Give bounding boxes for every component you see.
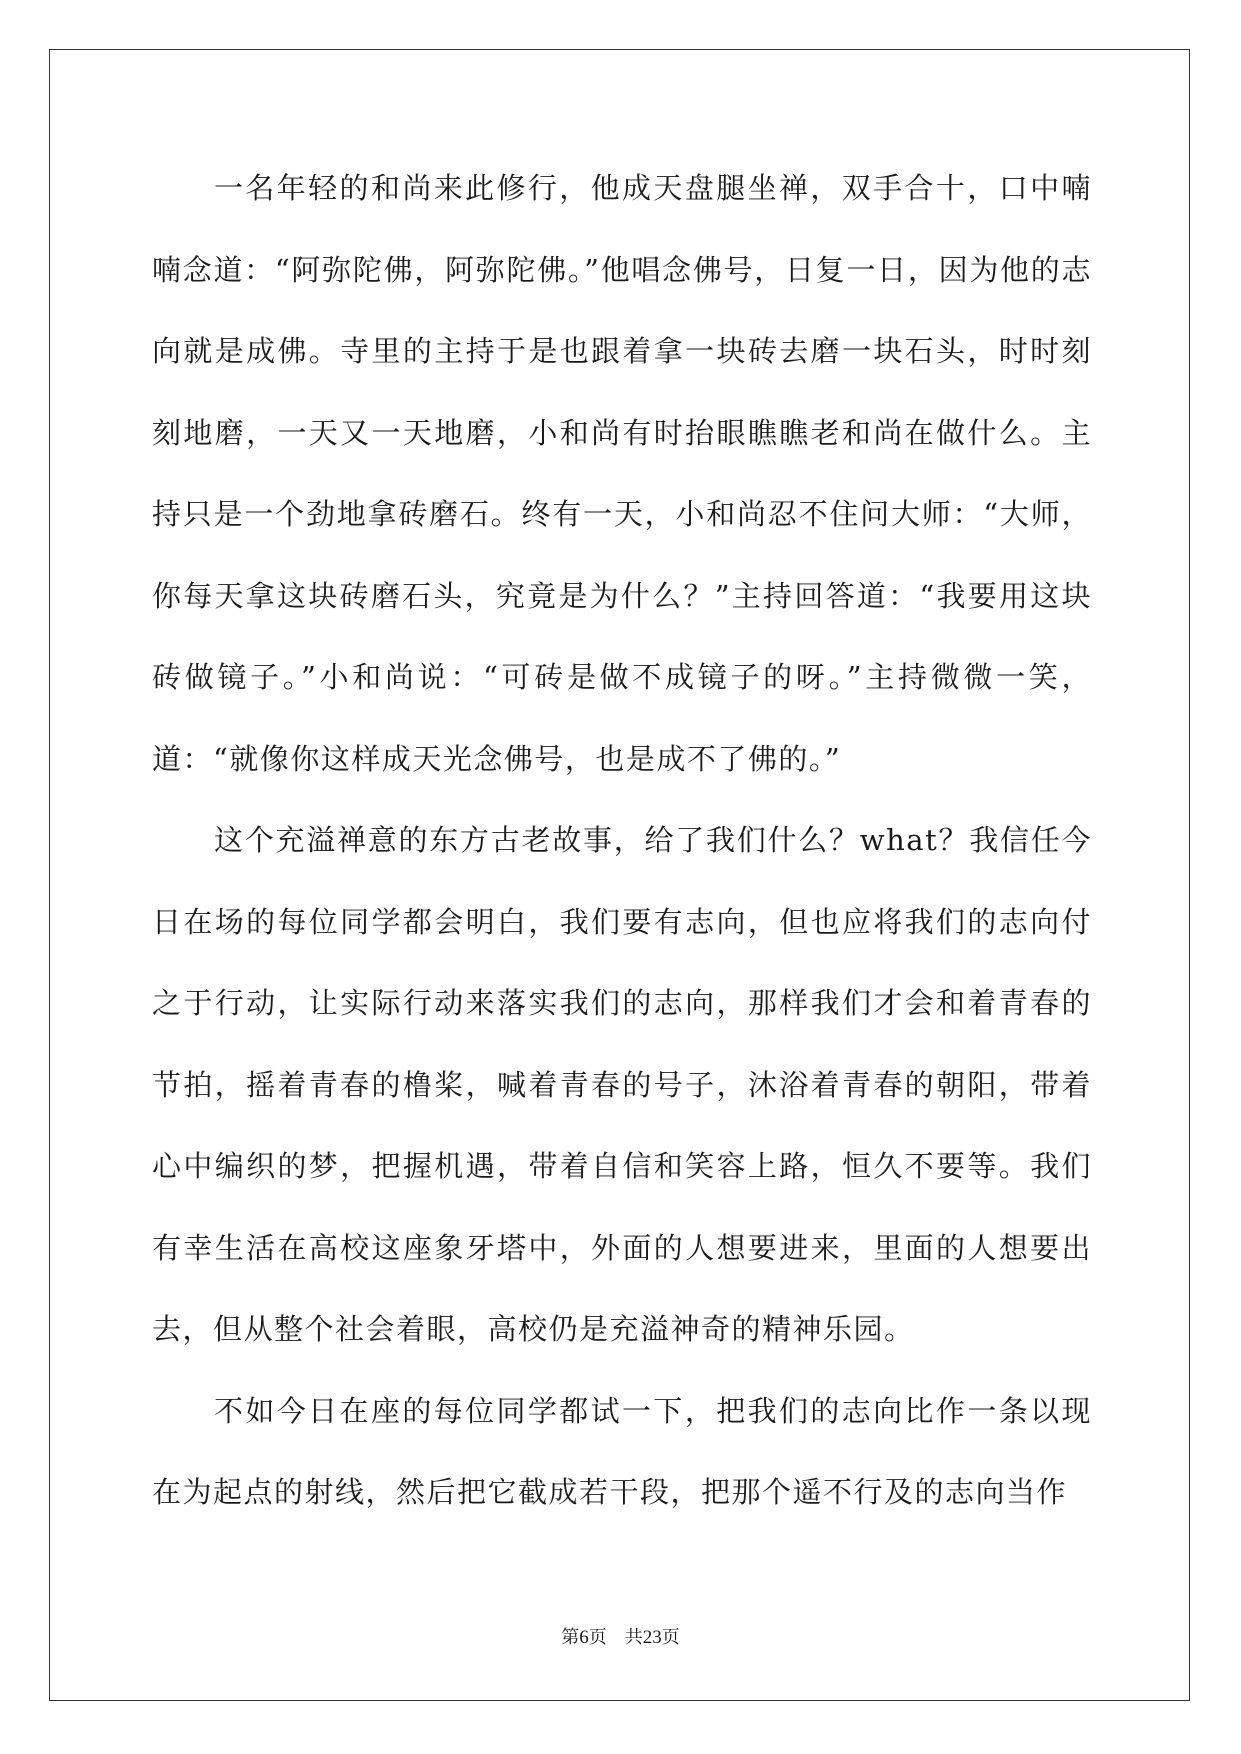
paragraph-1: 一名年轻的和尚来此修行，他成天盘腿坐禅，双手合十，口中喃喃念道：“阿弥陀佛，阿弥陀佛。”他唱念佛号，日复一日，因为他的志向就是成佛。寺里的主持于是也跟着拿一块砖去磨一块石头，时时刻刻地磨，一天又一天地磨，小和尚有时抬眼瞧瞧老和尚在做什么。主持只是一个劲地拿砖磨石。终有一天，小和尚忍不住问大师：“大师，你每天拿这块砖磨石头，究竟是为什么？”主持回答道：“我要用这块砖做镜子。”小和尚说：“可砖是做不成镜子的呀。”主持微微一笑，道：“就像你这样成天光念佛号，也是成不了佛的。” <box>152 171 1092 776</box>
paragraph-3: 不如今日在座的每位同学都试一下，把我们的志向比作一条以现在为起点的射线，然后把它截成若干段，把那个遥不行及的志向当作 <box>152 1393 1092 1509</box>
paragraph-2: 这个充溢禅意的东方古老故事，给了我们什么？what？我信任今日在场的每位同学都会明白，我们要有志向，但也应将我们的志向付之于行动，让实际行动来落实我们的志向，那样我们才会和着青春的节拍，摇着青春的橹桨，喊着青春的号子，沐浴着青春的朝阳，带着心中编织的梦，把握机遇，带着自信和笑容上路，恒久不要等。我们有幸生活在高校这座象牙塔中，外面的人想要进来，里面的人想要出去，但从整个社会着眼，高校仍是充溢神奇的精神乐园。 <box>152 823 1092 1346</box>
document-body <box>152 148 1092 1534</box>
footer-page-unit: 页 <box>588 1627 607 1648</box>
footer-page-number: 6 <box>579 1627 589 1648</box>
page-footer <box>0 1623 1241 1649</box>
footer-total-prefix: 共 <box>624 1627 643 1648</box>
footer-total-unit: 页 <box>661 1627 680 1648</box>
footer-prefix: 第 <box>561 1627 580 1648</box>
footer-total-pages: 23 <box>642 1627 662 1648</box>
